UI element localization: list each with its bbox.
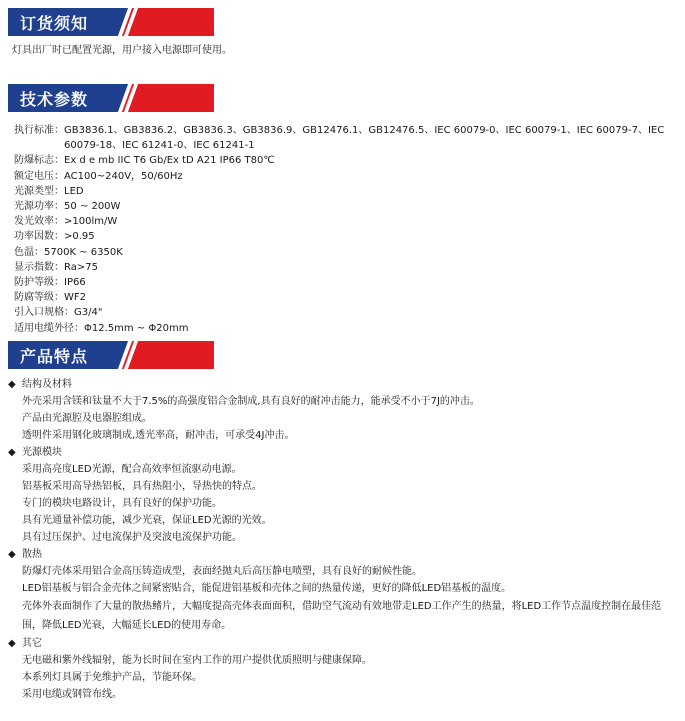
diamond-bullet-icon: ◆ xyxy=(8,638,16,649)
spec-label: 色温： xyxy=(14,246,44,258)
spec-row xyxy=(14,305,679,320)
spec-value: LED xyxy=(64,185,84,197)
feature-item: 外壳采用含镁和钛量不大于7.5%的高强度铝合金制成,具有良好的耐冲击能力，能承受不小于7J的冲击。 xyxy=(22,396,480,407)
feature-group-title: 其它 xyxy=(22,638,42,649)
spec-value: G3/4" xyxy=(74,307,103,319)
spec-row xyxy=(14,214,679,229)
spec-label: 光源类型： xyxy=(14,185,64,197)
tech-params-banner xyxy=(8,84,214,112)
feature-item: 防爆灯壳体采用铝合金高压铸造成型，表面经抛丸后高压静电喷塑，具有良好的耐候性能。 xyxy=(22,566,422,577)
feature-item: 壳体外表面制作了大量的散热鳍片，大幅度提高壳体表面面积，借助空气流动有效地带走LED工作产生的热量，将LED工作节点温度控制在最佳范围，降低LED光衰，大幅延长LED的使用寿命。 xyxy=(22,601,662,631)
spec-value: >100lm/W xyxy=(64,216,118,228)
spec-row xyxy=(14,229,679,244)
spec-label: 功率因数： xyxy=(14,231,64,243)
spec-value: AC100~240V，50/60Hz xyxy=(64,170,183,182)
diamond-bullet-icon: ◆ xyxy=(8,379,16,390)
feature-group-title: 光源模块 xyxy=(22,447,62,458)
spec-value: Ex d e mb IIC T6 Gb/Ex tD A21 IP66 T80℃ xyxy=(64,155,275,167)
feature-group-heading xyxy=(8,546,678,563)
spec-row xyxy=(14,245,679,260)
feature-group-title: 散热 xyxy=(22,549,42,560)
spec-label: 防爆标志： xyxy=(14,155,64,167)
feature-item: 专门的模块电路设计，具有良好的保护功能。 xyxy=(22,498,222,509)
feature-item: 具有过压保护、过电流保护及突波电流保护功能。 xyxy=(22,532,242,543)
spec-value: Ra>75 xyxy=(64,261,98,273)
feature-group-title: 结构及材料 xyxy=(22,379,72,390)
spec-label: 发光效率： xyxy=(14,216,64,228)
feature-group-heading xyxy=(8,635,678,652)
spec-value: Φ12.5mm ~ Φ20mm xyxy=(84,322,189,334)
spec-label: 适用电缆外径： xyxy=(14,322,84,334)
features-list xyxy=(8,376,678,703)
spec-label: 防腐等级： xyxy=(14,292,64,304)
spec-row xyxy=(14,199,679,214)
order-info-text: 灯具出厂时已配置光源，用户接入电源即可使用。 xyxy=(12,45,232,56)
spec-row xyxy=(14,275,679,290)
order-info-banner xyxy=(8,8,214,36)
spec-value: >0.95 xyxy=(64,231,95,243)
feature-group-heading xyxy=(8,376,678,393)
spec-label: 显示指数： xyxy=(14,261,64,273)
tech-params-title: 技术参数 xyxy=(20,90,89,109)
feature-item: 铝基板采用高导热铝板，具有热阻小，导热快的特点。 xyxy=(22,481,262,492)
spec-row xyxy=(14,123,679,153)
diamond-bullet-icon: ◆ xyxy=(8,549,16,560)
spec-row xyxy=(14,184,679,199)
feature-item: 本系列灯具属于免维护产品，节能环保。 xyxy=(22,672,202,683)
feature-item: LED铝基板与铝合金壳体之间紧密贴合，能促进铝基板和壳体之间的热量传递，更好的降低LED铝基板的温度。 xyxy=(22,583,512,594)
spec-value: WF2 xyxy=(64,292,87,304)
feature-item: 采用电缆或钢管布线。 xyxy=(22,689,122,700)
spec-value: 5700K ~ 6350K xyxy=(44,246,123,258)
spec-label: 光源功率： xyxy=(14,201,64,213)
spec-value: GB3836.1、GB3836.2、GB3836.3、GB3836.9、GB12476.1、GB12476.5、IEC 60079-0、IEC 60079-1、IEC 60079-7、IEC 60079-18、IEC 61241-0、IEC 61241-1 xyxy=(64,125,665,152)
feature-group-heading xyxy=(8,444,678,461)
features-banner xyxy=(8,341,214,369)
spec-row xyxy=(14,153,679,168)
feature-item: 产品由光源腔及电器腔组成。 xyxy=(22,413,152,424)
feature-item: 具有光通量补偿功能，减少光衰，保证LED光源的光效。 xyxy=(22,515,272,526)
feature-item: 采用高亮度LED光源，配合高效率恒流驱动电源。 xyxy=(22,464,242,475)
feature-item: 透明件采用钢化玻璃制成,透光率高，耐冲击，可承受4J冲击。 xyxy=(22,430,295,441)
spec-row xyxy=(14,290,679,305)
order-info-title: 订货须知 xyxy=(20,14,89,33)
spec-label: 执行标准： xyxy=(14,125,64,136)
spec-value: IP66 xyxy=(64,277,86,289)
spec-value: 50 ~ 200W xyxy=(64,201,121,213)
features-title: 产品特点 xyxy=(20,347,89,366)
tech-params-list xyxy=(14,123,679,336)
spec-label: 防护等级： xyxy=(14,277,64,289)
spec-label: 引入口规格： xyxy=(14,307,74,319)
feature-item: 无电磁和紫外线辐射，能为长时间在室内工作的用户提供优质照明与健康保障。 xyxy=(22,655,372,666)
spec-row xyxy=(14,260,679,275)
spec-row xyxy=(14,321,679,336)
spec-row xyxy=(14,169,679,184)
spec-label: 额定电压： xyxy=(14,170,64,182)
diamond-bullet-icon: ◆ xyxy=(8,447,16,458)
